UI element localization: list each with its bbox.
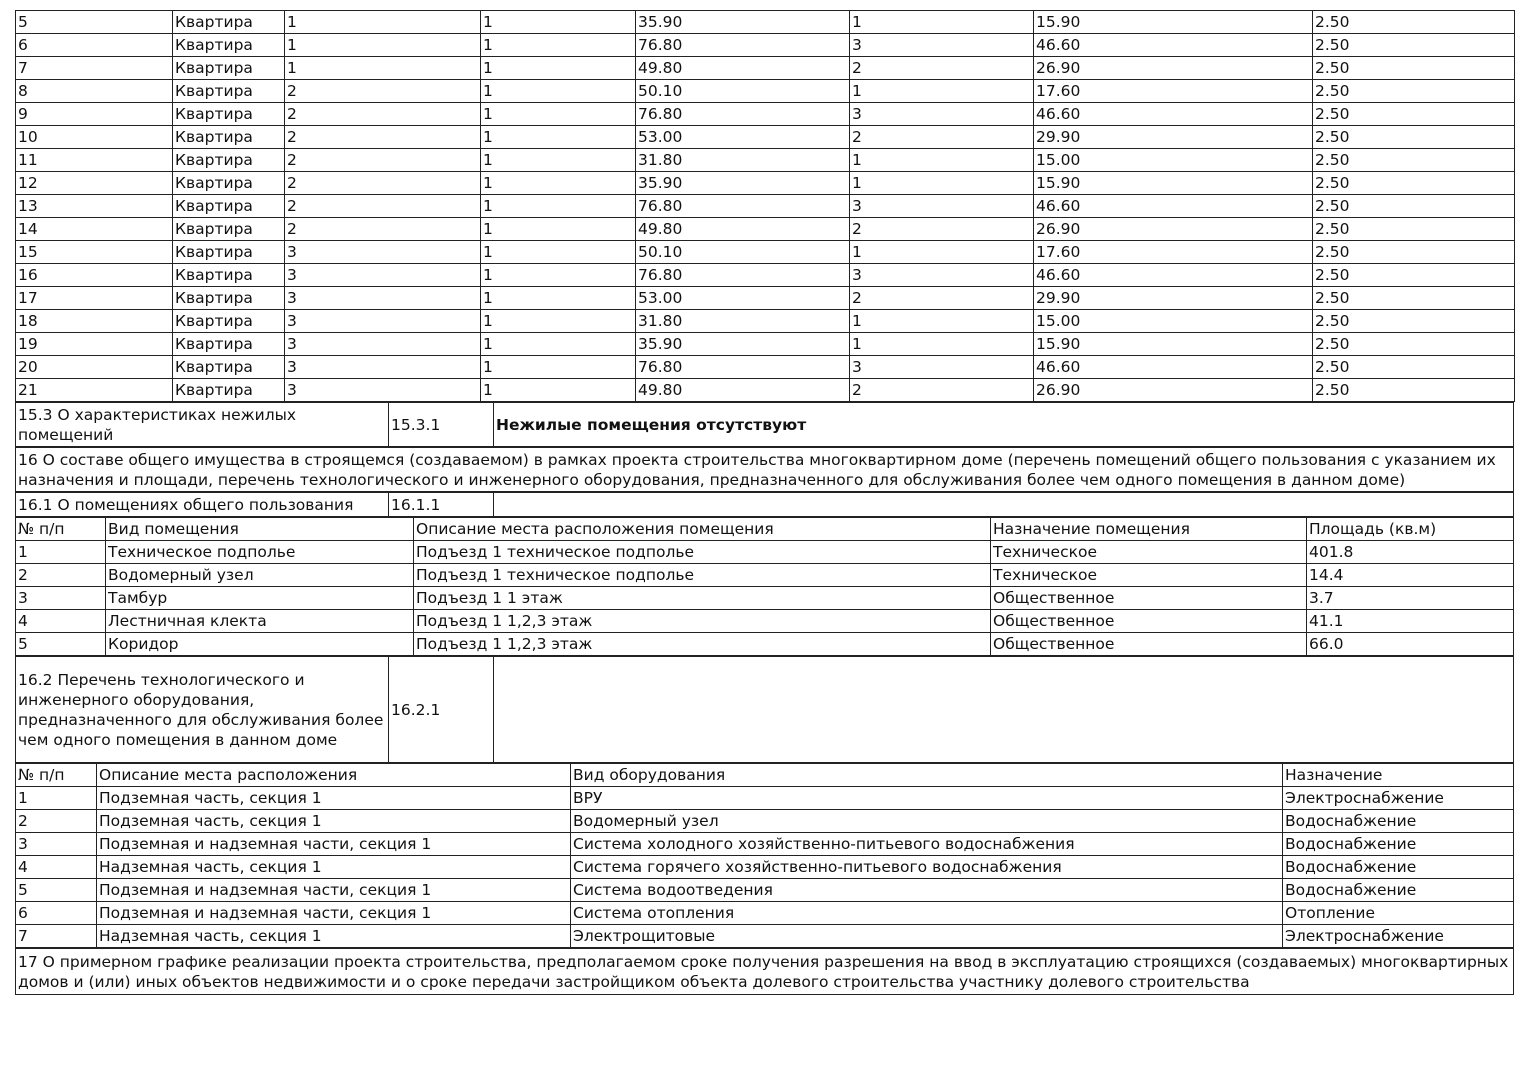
table-cell: 2 [850,379,1034,402]
table-cell: 2.50 [1313,218,1515,241]
table-cell: 1 [481,172,636,195]
table-cell: Надземная часть, секция 1 [97,856,571,879]
table-cell: Квартира [173,333,285,356]
table-cell: 50.10 [636,241,850,264]
table-cell: 6 [16,902,97,925]
table-cell: Квартира [173,356,285,379]
table-cell: 17 [16,287,173,310]
table-cell: 3 [850,264,1034,287]
table-cell: 1 [481,241,636,264]
section-16-1-label: 16.1 О помещениях общего пользования [16,493,389,517]
table-cell: 1 [481,11,636,34]
table-cell: 3 [285,379,481,402]
table-cell: 1 [481,126,636,149]
table-cell: 1 [481,103,636,126]
table-cell: Отопление [1283,902,1514,925]
table-cell: Водоснабжение [1283,856,1514,879]
table-cell: 2.50 [1313,172,1515,195]
table-cell: 1 [850,310,1034,333]
col-header: Описание места расположения помещения [414,518,991,541]
common-room-row [16,633,1514,656]
table-cell: Водомерный узел [106,564,414,587]
table-cell: Квартира [173,172,285,195]
table-cell: Квартира [173,103,285,126]
common-room-row [16,541,1514,564]
table-cell: 15.00 [1034,149,1313,172]
table-cell: Квартира [173,149,285,172]
table-cell: 29.90 [1034,126,1313,149]
table-cell: 2 [285,80,481,103]
table-cell: 5 [16,11,173,34]
table-cell: 2 [850,57,1034,80]
apartment-row [16,287,1515,310]
apartments-table [15,10,1515,402]
table-cell: 1 [481,264,636,287]
table-cell: 1 [850,80,1034,103]
table-cell: 2.50 [1313,126,1515,149]
table-cell: 15.90 [1034,333,1313,356]
table-cell: 76.80 [636,103,850,126]
table-cell: 1 [481,287,636,310]
table-cell: 15.90 [1034,172,1313,195]
table-cell: 1 [850,149,1034,172]
table-cell: 1 [285,57,481,80]
table-cell: 46.60 [1034,103,1313,126]
table-cell: Квартира [173,241,285,264]
table-cell: 1 [481,356,636,379]
section-16 [15,447,1514,492]
section-16-1-empty [494,493,1514,517]
table-cell: Подъезд 1 техническое подполье [414,541,991,564]
table-cell: 46.60 [1034,195,1313,218]
table-cell: 17.60 [1034,80,1313,103]
table-cell: 2.50 [1313,149,1515,172]
table-cell: Квартира [173,126,285,149]
section-17-text: 17 О примерном графике реализации проекта строительства, предполагаемом сроке получения разрешения на ввод в эксплуатацию строящихся (создаваемых) многоквартирных домов и (или) иных объектов недвижимости и о сроке передачи застройщиком объекта долевого строительства участнику долевого строительства [16,949,1514,995]
table-cell: 1 [481,80,636,103]
table-cell: 1 [285,34,481,57]
table-cell: 2.50 [1313,310,1515,333]
equipment-table [15,763,1514,948]
table-cell: 20 [16,356,173,379]
equipment-header-row [16,764,1514,787]
table-cell: 1 [285,11,481,34]
table-cell: 3 [16,833,97,856]
table-cell: 26.90 [1034,57,1313,80]
table-cell: 401.8 [1307,541,1514,564]
table-cell: 15 [16,241,173,264]
apartment-row [16,57,1515,80]
document-page [15,10,1514,995]
table-cell: 4 [16,856,97,879]
section-16-2-code: 16.2.1 [389,657,494,763]
col-header: Вид помещения [106,518,414,541]
table-cell: ВРУ [571,787,1283,810]
table-cell: Водоснабжение [1283,833,1514,856]
table-cell: 2.50 [1313,195,1515,218]
table-cell: 2 [285,103,481,126]
table-cell: Коридор [106,633,414,656]
table-cell: 49.80 [636,57,850,80]
table-cell: 46.60 [1034,34,1313,57]
table-cell: Электроснабжение [1283,925,1514,948]
table-cell: 1 [481,195,636,218]
table-cell: 53.00 [636,126,850,149]
table-cell: 2.50 [1313,103,1515,126]
table-cell: 1 [481,149,636,172]
table-cell: 1 [16,541,106,564]
col-header: Назначение [1283,764,1514,787]
table-cell: 3 [850,34,1034,57]
table-cell: 2 [285,218,481,241]
table-cell: 31.80 [636,149,850,172]
table-cell: Квартира [173,11,285,34]
equipment-row [16,856,1514,879]
table-cell: Система отопления [571,902,1283,925]
table-cell: 21 [16,379,173,402]
table-cell: Водоснабжение [1283,879,1514,902]
table-cell: 5 [16,879,97,902]
table-cell: 3 [16,587,106,610]
table-cell: 2.50 [1313,241,1515,264]
table-cell: 1 [481,57,636,80]
table-cell: Общественное [991,587,1307,610]
apartment-row [16,80,1515,103]
table-cell: 35.90 [636,172,850,195]
table-cell: 1 [850,333,1034,356]
table-cell: 66.0 [1307,633,1514,656]
table-cell: 1 [481,379,636,402]
table-cell: Система холодного хозяйственно-питьевого водоснабжения [571,833,1283,856]
table-cell: 7 [16,57,173,80]
table-cell: 2 [285,195,481,218]
equipment-row [16,879,1514,902]
table-cell: 3 [285,287,481,310]
table-cell: 1 [850,11,1034,34]
equipment-row [16,925,1514,948]
table-cell: 3 [285,333,481,356]
table-cell: 53.00 [636,287,850,310]
table-cell: 11 [16,149,173,172]
section-16-2-label: 16.2 Перечень технологического и инженерного оборудования, предназначенного для обслуживания более чем одного помещения в данном доме [16,657,389,763]
table-cell: 2.50 [1313,287,1515,310]
table-cell: 3 [285,241,481,264]
common-room-row [16,564,1514,587]
table-cell: Квартира [173,379,285,402]
table-cell: 2.50 [1313,34,1515,57]
table-cell: 1 [481,310,636,333]
table-cell: 14 [16,218,173,241]
equipment-row [16,810,1514,833]
table-cell: Подъезд 1 1,2,3 этаж [414,633,991,656]
apartment-row [16,356,1515,379]
equipment-row [16,833,1514,856]
apartment-row [16,241,1515,264]
table-cell: 3 [285,356,481,379]
table-cell: 31.80 [636,310,850,333]
col-header: Площадь (кв.м) [1307,518,1514,541]
table-cell: 76.80 [636,195,850,218]
table-cell: 49.80 [636,379,850,402]
apartment-row [16,310,1515,333]
section-17 [15,948,1514,995]
table-cell: 8 [16,80,173,103]
col-header: Назначение помещения [991,518,1307,541]
table-cell: Подземная часть, секция 1 [97,810,571,833]
table-cell: Техническое [991,564,1307,587]
table-cell: Квартира [173,218,285,241]
table-cell: 2 [16,810,97,833]
table-cell: 46.60 [1034,264,1313,287]
section-15-3-label: 15.3 О характеристиках нежилых помещений [16,403,389,447]
col-header: № п/п [16,518,106,541]
table-cell: 2.50 [1313,57,1515,80]
table-cell: Общественное [991,633,1307,656]
table-cell: 3 [850,356,1034,379]
table-cell: 2.50 [1313,80,1515,103]
apartment-row [16,172,1515,195]
table-cell: 46.60 [1034,356,1313,379]
table-cell: Лестничная клекта [106,610,414,633]
apartment-row [16,195,1515,218]
table-cell: 18 [16,310,173,333]
table-cell: 9 [16,103,173,126]
table-cell: 2.50 [1313,11,1515,34]
apartment-row [16,126,1515,149]
table-cell: 49.80 [636,218,850,241]
table-cell: Подземная и надземная части, секция 1 [97,833,571,856]
table-cell: Водомерный узел [571,810,1283,833]
apartment-row [16,379,1515,402]
table-cell: 6 [16,34,173,57]
table-cell: 2 [285,149,481,172]
table-cell: 2.50 [1313,356,1515,379]
section-15-3 [15,402,1514,447]
apartment-row [16,34,1515,57]
col-header: № п/п [16,764,97,787]
table-cell: 1 [481,34,636,57]
table-cell: 14.4 [1307,564,1514,587]
table-cell: Квартира [173,80,285,103]
table-cell: 15.00 [1034,310,1313,333]
table-cell: 2 [850,126,1034,149]
table-cell: 76.80 [636,34,850,57]
apartment-row [16,11,1515,34]
table-cell: 3 [285,264,481,287]
table-cell: Подземная часть, секция 1 [97,787,571,810]
common-room-row [16,587,1514,610]
table-cell: 17.60 [1034,241,1313,264]
table-cell: Квартира [173,34,285,57]
table-cell: 19 [16,333,173,356]
table-cell: 5 [16,633,106,656]
table-cell: Электроснабжение [1283,787,1514,810]
table-cell: 7 [16,925,97,948]
table-cell: 2 [16,564,106,587]
apartment-row [16,149,1515,172]
table-cell: 16 [16,264,173,287]
table-cell: 13 [16,195,173,218]
table-cell: Квартира [173,57,285,80]
table-cell: Техническое подполье [106,541,414,564]
table-cell: 29.90 [1034,287,1313,310]
table-cell: 1 [850,172,1034,195]
table-cell: 15.90 [1034,11,1313,34]
table-cell: Система водоотведения [571,879,1283,902]
table-cell: 41.1 [1307,610,1514,633]
table-cell: 2 [285,126,481,149]
table-cell: 3 [850,103,1034,126]
table-cell: 2.50 [1313,333,1515,356]
table-cell: Водоснабжение [1283,810,1514,833]
table-cell: Электрощитовые [571,925,1283,948]
table-cell: Общественное [991,610,1307,633]
equipment-row [16,787,1514,810]
table-cell: 76.80 [636,356,850,379]
table-cell: 35.90 [636,11,850,34]
table-cell: 2 [850,287,1034,310]
table-cell: Подъезд 1 1,2,3 этаж [414,610,991,633]
section-16-text: 16 О составе общего имущества в строящемся (создаваемом) в рамках проекта строительства многоквартирном доме (перечень помещений общего пользования с указанием их назначения и площади, перечень технологического и инженерного оборудования, предназначенного для обслуживания более чем одного помещения в данном доме) [16,448,1514,492]
table-cell: Надземная часть, секция 1 [97,925,571,948]
table-cell: Квартира [173,287,285,310]
table-cell: 1 [16,787,97,810]
common-room-row [16,610,1514,633]
table-cell: 3.7 [1307,587,1514,610]
apartment-row [16,103,1515,126]
table-cell: 2.50 [1313,264,1515,287]
col-header: Вид оборудования [571,764,1283,787]
section-16-2-empty [494,657,1514,763]
table-cell: Подземная и надземная части, секция 1 [97,879,571,902]
table-cell: Тамбур [106,587,414,610]
equipment-row [16,902,1514,925]
table-cell: 10 [16,126,173,149]
table-cell: 4 [16,610,106,633]
table-cell: 3 [285,310,481,333]
table-cell: Подземная и надземная части, секция 1 [97,902,571,925]
table-cell: 50.10 [636,80,850,103]
table-cell: 3 [850,195,1034,218]
table-cell: 1 [481,218,636,241]
table-cell: 2 [850,218,1034,241]
section-15-3-value: Нежилые помещения отсутствуют [494,403,1514,447]
table-cell: Квартира [173,264,285,287]
table-cell: Квартира [173,310,285,333]
table-cell: 1 [850,241,1034,264]
section-16-1-code: 16.1.1 [389,493,494,517]
table-cell: 26.90 [1034,218,1313,241]
table-cell: 2 [285,172,481,195]
section-16-2-header [15,656,1514,763]
table-cell: Техническое [991,541,1307,564]
table-cell: Квартира [173,195,285,218]
table-cell: 12 [16,172,173,195]
table-cell: Система горячего хозяйственно-питьевого водоснабжения [571,856,1283,879]
table-cell: Подъезд 1 техническое подполье [414,564,991,587]
table-cell: 2.50 [1313,379,1515,402]
apartment-row [16,218,1515,241]
section-15-3-code: 15.3.1 [389,403,494,447]
table-cell: 1 [481,333,636,356]
section-16-1-header [15,492,1514,517]
common-rooms-table [15,517,1514,656]
table-cell: 76.80 [636,264,850,287]
common-rooms-header-row [16,518,1514,541]
apartment-row [16,333,1515,356]
table-cell: 35.90 [636,333,850,356]
col-header: Описание места расположения [97,764,571,787]
table-cell: 26.90 [1034,379,1313,402]
apartment-row [16,264,1515,287]
table-cell: Подъезд 1 1 этаж [414,587,991,610]
